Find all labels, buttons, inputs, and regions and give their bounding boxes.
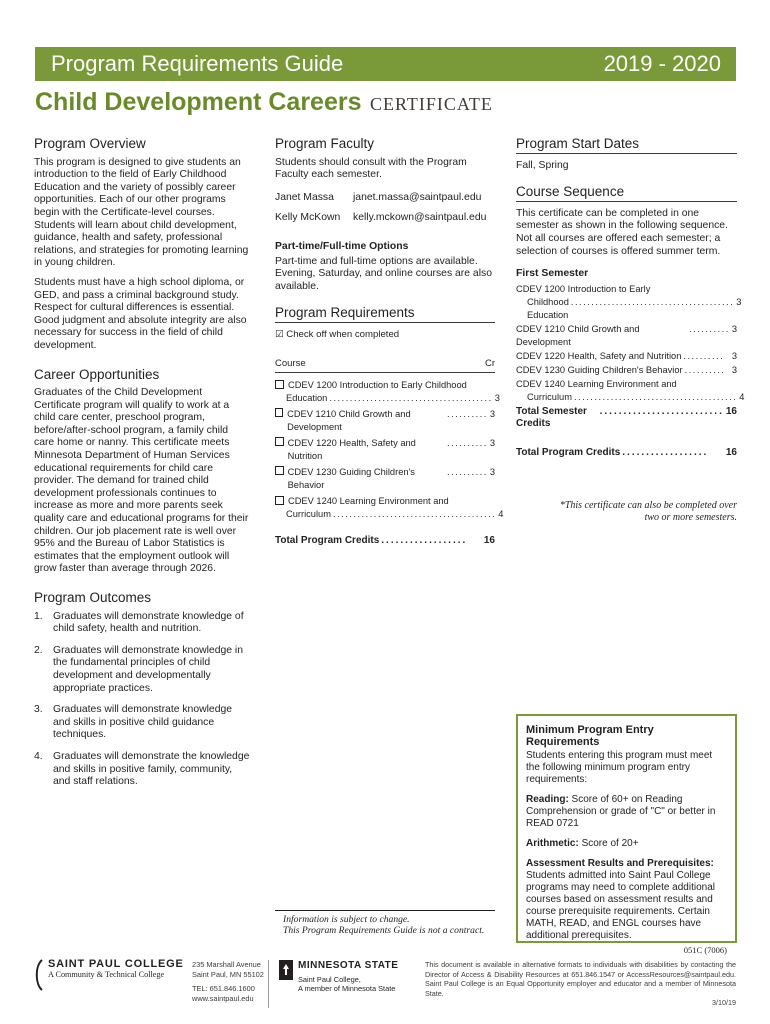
checkbox[interactable] (275, 496, 284, 505)
faculty-heading: Program Faculty (275, 136, 375, 151)
requirement-row: CDEV 1240 Learning Environment and Curriculum ........................................ 4 (275, 495, 495, 521)
accessibility-statement: This document is available in alternative formats to individuals with disabilities by contacting the Director of Access & Disability Resources at 651.846.1547 or AccessResources@saintpaul.edu. Saint Paul College is an Equal Opportunity employer and educator and a member of Minnesota State. 3/10/19 (425, 960, 736, 1008)
total-semester-credits: Total Semester Credits .......................... 16 (516, 405, 737, 430)
faculty-email[interactable]: janet.massa@saintpaul.edu (353, 191, 482, 203)
saint-paul-college-logo: SAINT PAUL COLLEGE A Community & Technical College (34, 958, 184, 979)
entry-heading: Minimum Program Entry Requirements (526, 724, 654, 748)
disclaimer: Information is subject to change. This Program Requirements Guide is not a contract. (275, 910, 495, 940)
requirement-row: CDEV 1210 Child Growth and Development .......... 3 (275, 408, 495, 434)
college-website[interactable]: www.saintpaul.edu (192, 994, 254, 1003)
careers-heading: Career Opportunities (34, 366, 160, 382)
outcomes-heading: Program Outcomes (34, 590, 152, 605)
checkbox[interactable] (275, 466, 284, 475)
assessment-heading: Assessment Results and Prerequisites: (526, 858, 714, 869)
college-address: 235 Marshall Avenue Saint Paul, MN 55102 TEL: 651.846.1600 www.saintpaul.edu (192, 960, 264, 1003)
checkbox[interactable] (275, 437, 284, 446)
checkbox[interactable] (275, 408, 283, 417)
requirement-row: CDEV 1230 Guiding Children's Behavior .......... 3 (275, 466, 495, 492)
overview-heading: Program Overview (34, 136, 146, 151)
sequence-row: CDEV 1240 Learning Environment and Curriculum ........................................ 4 (516, 378, 745, 402)
arithmetic-requirement: Arithmetic: Score of 20+ (526, 838, 639, 849)
total-program-credits-seq: Total Program Credits .................. 16 (516, 446, 737, 458)
minnesota-state-logo: MINNESOTA STATE Saint Paul College, A member of Minnesota State (276, 960, 398, 993)
careers-paragraph: Graduates of the Child Development Certificate program will qualify to work at a child care center, preschool program, before/after-school program, a family child care home or nanny. This certificate meets Minnesota Department of Human Services educational requirements for child care provider. The demand for trained child development professionals continues to increase as more and more parents seek quality care and educational programs for their children. Our job placement rate is well over 95% and the Bureau of Labor Statistics is estimates that the employment outlook will grow faster than average through 2026. (34, 387, 249, 575)
sequence-row: CDEV 1200 Introduction to Early Childhood Education ........................................ 3 (516, 283, 742, 320)
list-item: 1. Graduates will demonstrate knowledge of child safety, health and nutrition. (34, 610, 244, 635)
requirements-heading: Program Requirements (275, 307, 495, 323)
list-item: 4. Graduates will demonstrate the knowledge and skills in positive family, community, and staff relations. (34, 750, 250, 788)
program-name: Child Development Careers (35, 88, 362, 116)
program-title (35, 88, 493, 117)
college-mark-icon (34, 958, 46, 992)
minnesota-state-icon (279, 960, 293, 980)
right-column (516, 136, 745, 524)
list-item: 2. Graduates will demonstrate knowledge in the fundamental principles of child development and developmentally appropriate practices. (34, 644, 244, 694)
overview-paragraph-1: This program is designed to give students an introduction to the field of Early Childhood Education and the variety of possibly career opportunities. Each of our other programs begin with the Certificate-level courses. Students will learn about child development, guidance, health and safety, professional relations, and strategies for promoting learning in young children. (34, 156, 249, 269)
start-dates-text: Fall, Spring (516, 159, 569, 171)
requirement-row: CDEV 1220 Health, Safety and Nutrition .......... 3 (275, 437, 495, 463)
footer (0, 958, 770, 1024)
document-code: 051C (7006) (683, 945, 727, 955)
sequence-note: *This certificate can also be completed over two or more semesters. (559, 499, 737, 523)
sequence-heading: Course Sequence (516, 186, 737, 202)
faculty-email[interactable]: kelly.mckown@saintpaul.edu (353, 212, 487, 224)
options-heading: Part-time/Full-time Options (275, 240, 409, 252)
academic-year: 2019 - 2020 (603, 51, 721, 76)
middle-column (275, 136, 504, 548)
overview-paragraph-2: Students must have a high school diploma, or GED, and pass a criminal background study. Respect for cultural differences is essential. Good judgment and absolute integrity are also necessary for success in the field of child development. (34, 276, 247, 351)
faculty-member: Janet Massa janet.massa@saintpaul.edu (275, 191, 482, 203)
sequence-row: CDEV 1210 Child Growth and Development .......... 3 (516, 323, 737, 347)
requirements-table-header: Course Cr (275, 358, 495, 374)
faculty-intro: Students should consult with the Program Faculty each semester. (275, 156, 467, 181)
entry-intro: Students entering this program must meet the following minimum program entry requirements: (526, 750, 713, 785)
faculty-member: Kelly McKown kelly.mckown@saintpaul.edu (275, 212, 487, 224)
header-banner (35, 47, 736, 81)
sequence-row: CDEV 1220 Health, Safety and Nutrition .......... 3 (516, 350, 737, 361)
revision-date: 3/10/19 (712, 998, 736, 1008)
options-text: Part-time and full-time options are available. Evening, Saturday, and online courses are also available. (275, 255, 492, 292)
semester-heading: First Semester (516, 268, 589, 280)
sequence-intro: This certificate can be completed in one semester as shown in the following sequence. Not all courses are offered each semester; a selection of courses is offered summer term. (516, 207, 728, 257)
footer-divider (268, 960, 269, 1008)
start-dates-heading: Program Start Dates (516, 138, 737, 154)
requirement-row: CDEV 1200 Introduction to Early Childhood Education ........................................ 3 (275, 379, 495, 405)
program-type: CERTIFICATE (369, 94, 493, 114)
check-note: ☑ Check off when completed (275, 328, 400, 340)
left-column (34, 138, 250, 798)
reading-requirement: Reading: Score of 60+ on Reading Comprehension or grade of "C" or better in READ 0721 (526, 794, 716, 829)
assessment-text: Students admitted into Saint Paul College programs may need to complete additional courses based on assessment results and course prerequisite requirements. Certain MATH, READ, and ENGL courses have additional prerequisites. (526, 870, 715, 941)
outcomes-list (34, 611, 250, 789)
checkbox[interactable] (275, 380, 284, 389)
sequence-row: CDEV 1230 Guiding Children's Behavior .......... 3 (516, 364, 737, 375)
list-item: 3. Graduates will demonstrate knowledge and skills in positive child guidance techniques. (34, 704, 233, 741)
total-program-credits: Total Program Credits .................. 16 (275, 535, 495, 547)
entry-requirements-box (516, 714, 737, 955)
guide-title: Program Requirements Guide (51, 51, 344, 76)
